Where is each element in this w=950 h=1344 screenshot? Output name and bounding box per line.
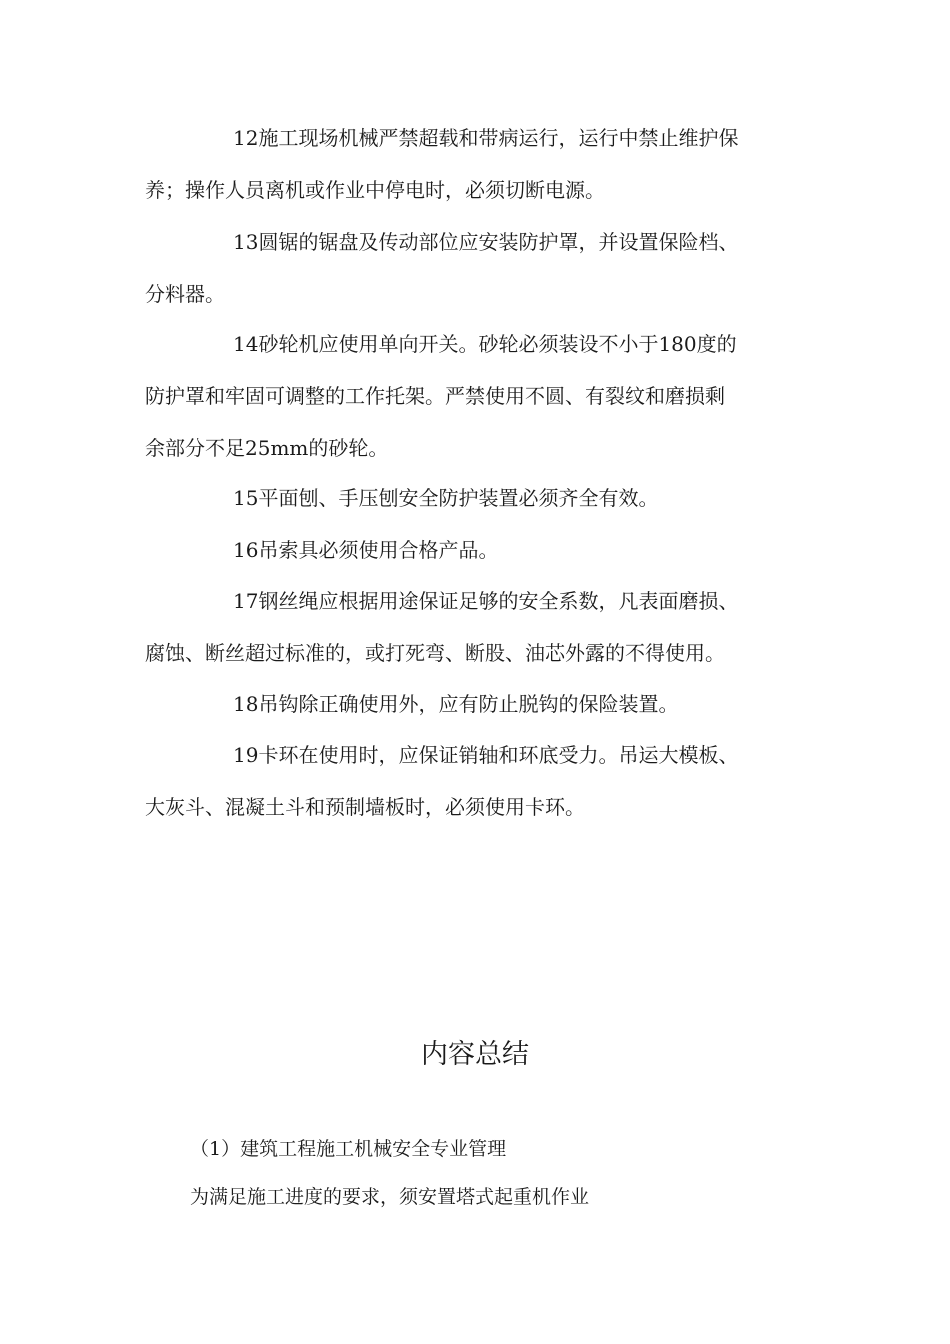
paragraph-line: 19卡环在使用时，应保证销轴和环底受力。吊运大模板、 [233, 743, 739, 767]
paragraph-line: 14砂轮机应使用单向开关。砂轮必须装设不小于180度的 [233, 332, 737, 356]
paragraph-14 [145, 318, 805, 474]
summary-item: 为满足施工进度的要求，须安置塔式起重机作业 [190, 1186, 590, 1208]
paragraph-18 [145, 678, 805, 730]
paragraph-line: 16吊索具必须使用合格产品。 [233, 538, 499, 562]
paragraph-12 [145, 112, 805, 216]
paragraph-17 [145, 575, 805, 679]
paragraph-19 [145, 729, 805, 833]
paragraph-line: 17钢丝绳应根据用途保证足够的安全系数，凡表面磨损、 [233, 589, 739, 613]
paragraph-line: 养；操作人员离机或作业中停电时，必须切断电源。 [145, 178, 605, 202]
paragraph-line: 18吊钩除正确使用外，应有防止脱钩的保险装置。 [233, 692, 679, 716]
paragraph-line: 腐蚀、断丝超过标准的，或打死弯、断股、油芯外露的不得使用。 [145, 641, 725, 665]
paragraph-line: 大灰斗、混凝土斗和预制墙板时，必须使用卡环。 [145, 795, 585, 819]
paragraph-line: 13圆锯的锯盘及传动部位应安装防护罩，并设置保险档、 [233, 230, 739, 254]
paragraph-line: 防护罩和牢固可调整的工作托架。严禁使用不圆、有裂纹和磨损剩 [145, 384, 725, 408]
paragraph-16 [145, 524, 805, 576]
paragraph-line: 12施工现场机械严禁超载和带病运行，运行中禁止维护保 [233, 126, 739, 150]
paragraph-15 [145, 472, 805, 524]
paragraph-line: 15平面刨、手压刨安全防护装置必须齐全有效。 [233, 486, 659, 510]
paragraph-line: 分料器。 [145, 282, 225, 306]
summary-title: 内容总结 [421, 1039, 529, 1070]
paragraph-13 [145, 216, 805, 320]
summary-item: （1）建筑工程施工机械安全专业管理 [190, 1138, 507, 1160]
paragraph-line: 余部分不足25mm的砂轮。 [145, 436, 389, 460]
